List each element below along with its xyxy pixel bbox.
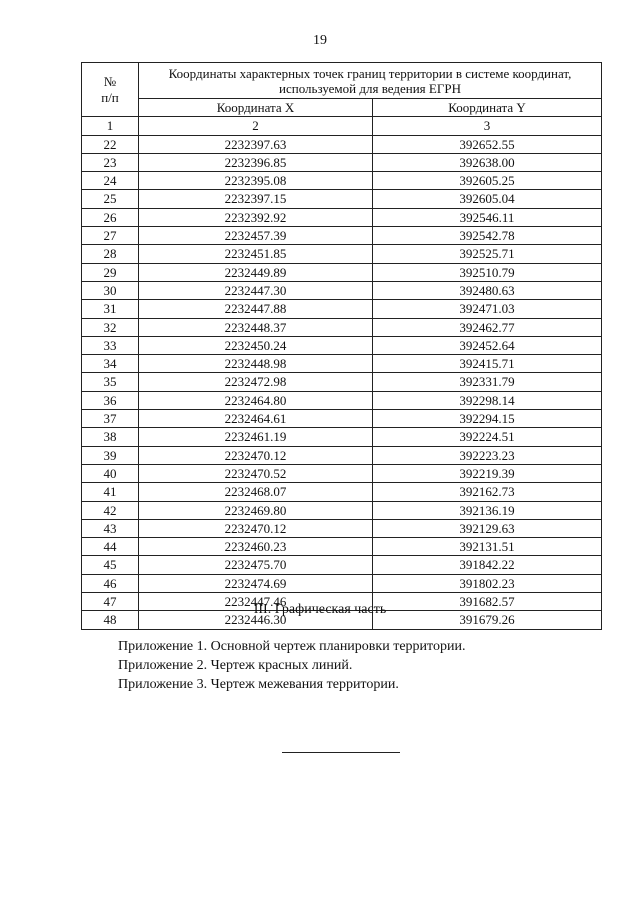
point-number: 27 bbox=[82, 227, 139, 245]
coordinate-y-value: 391802.23 bbox=[373, 574, 602, 592]
coordinate-x-value: 2232474.69 bbox=[139, 574, 373, 592]
table-row bbox=[82, 245, 602, 263]
table-row bbox=[82, 153, 602, 171]
coordinate-x-value: 2232450.24 bbox=[139, 336, 373, 354]
point-number: 23 bbox=[82, 153, 139, 171]
coordinate-y-value: 392223.23 bbox=[373, 446, 602, 464]
coordinate-x-value: 2232397.15 bbox=[139, 190, 373, 208]
coordinate-x-value: 2232464.61 bbox=[139, 410, 373, 428]
point-number: 32 bbox=[82, 318, 139, 336]
point-number: 40 bbox=[82, 464, 139, 482]
point-number: 34 bbox=[82, 355, 139, 373]
coordinate-y-value: 392510.79 bbox=[373, 263, 602, 281]
table-row bbox=[82, 355, 602, 373]
coordinate-y-value: 392462.77 bbox=[373, 318, 602, 336]
table-row bbox=[82, 428, 602, 446]
coordinates-table bbox=[81, 62, 602, 630]
header-coordinate-y: Координата Y bbox=[373, 99, 602, 117]
coordinate-x-value: 2232447.30 bbox=[139, 281, 373, 299]
table-row bbox=[82, 336, 602, 354]
coordinate-x-value: 2232468.07 bbox=[139, 483, 373, 501]
coordinate-y-value: 392638.00 bbox=[373, 153, 602, 171]
point-number: 30 bbox=[82, 281, 139, 299]
table-row bbox=[82, 556, 602, 574]
column-index: 1 bbox=[82, 117, 139, 135]
table-row bbox=[82, 519, 602, 537]
coordinate-y-value: 392294.15 bbox=[373, 410, 602, 428]
coordinate-y-value: 392162.73 bbox=[373, 483, 602, 501]
coordinate-x-value: 2232470.52 bbox=[139, 464, 373, 482]
coordinate-y-value: 392605.04 bbox=[373, 190, 602, 208]
coordinate-x-value: 2232448.37 bbox=[139, 318, 373, 336]
coordinate-y-value: 392219.39 bbox=[373, 464, 602, 482]
coordinate-x-value: 2232395.08 bbox=[139, 172, 373, 190]
table-row bbox=[82, 373, 602, 391]
point-number: 37 bbox=[82, 410, 139, 428]
point-number: 41 bbox=[82, 483, 139, 501]
table-row bbox=[82, 574, 602, 592]
coordinate-y-value: 392542.78 bbox=[373, 227, 602, 245]
coordinate-y-value: 392471.03 bbox=[373, 300, 602, 318]
table-row bbox=[82, 300, 602, 318]
coordinate-x-value: 2232464.80 bbox=[139, 391, 373, 409]
point-number: 28 bbox=[82, 245, 139, 263]
coordinate-y-value: 392546.11 bbox=[373, 208, 602, 226]
column-index: 3 bbox=[373, 117, 602, 135]
coordinate-y-value: 392224.51 bbox=[373, 428, 602, 446]
section-title: III. Графическая часть bbox=[253, 602, 387, 617]
point-number: 42 bbox=[82, 501, 139, 519]
point-number: 33 bbox=[82, 336, 139, 354]
point-number: 48 bbox=[82, 611, 139, 629]
table-row bbox=[82, 281, 602, 299]
point-number: 46 bbox=[82, 574, 139, 592]
coordinate-y-value: 392415.71 bbox=[373, 355, 602, 373]
table-row bbox=[82, 208, 602, 226]
header-row-number: № п/п bbox=[82, 63, 139, 117]
coordinate-y-value: 392525.71 bbox=[373, 245, 602, 263]
coordinate-x-value: 2232470.12 bbox=[139, 519, 373, 537]
coordinate-x-value: 2232460.23 bbox=[139, 538, 373, 556]
coordinate-y-value: 392652.55 bbox=[373, 135, 602, 153]
table-row bbox=[82, 172, 602, 190]
point-number: 22 bbox=[82, 135, 139, 153]
coordinate-x-value: 2232449.89 bbox=[139, 263, 373, 281]
coordinate-y-value: 392480.63 bbox=[373, 281, 602, 299]
table-row bbox=[82, 263, 602, 281]
coordinate-x-value: 2232447.46 bbox=[139, 593, 373, 611]
table-row bbox=[82, 501, 602, 519]
coordinate-x-value: 2232396.85 bbox=[139, 153, 373, 171]
point-number: 39 bbox=[82, 446, 139, 464]
table-row bbox=[82, 391, 602, 409]
coordinate-x-value: 2232446.30 bbox=[139, 611, 373, 629]
table-row bbox=[82, 318, 602, 336]
point-number: 44 bbox=[82, 538, 139, 556]
coordinate-x-value: 2232469.80 bbox=[139, 501, 373, 519]
coordinate-y-value: 392452.64 bbox=[373, 336, 602, 354]
point-number: 31 bbox=[82, 300, 139, 318]
point-number: 29 bbox=[82, 263, 139, 281]
coordinate-x-value: 2232472.98 bbox=[139, 373, 373, 391]
coordinate-y-value: 391682.57 bbox=[373, 593, 602, 611]
coordinate-y-value: 392298.14 bbox=[373, 391, 602, 409]
appendix-item: Приложение 2. Чертеж красных линий. bbox=[118, 658, 353, 673]
column-index-row bbox=[82, 117, 602, 135]
point-number: 24 bbox=[82, 172, 139, 190]
coordinate-y-value: 392331.79 bbox=[373, 373, 602, 391]
coordinate-y-value: 392136.19 bbox=[373, 501, 602, 519]
table-row bbox=[82, 538, 602, 556]
coordinate-y-value: 391679.26 bbox=[373, 611, 602, 629]
header-coordinates-title: Координаты характерных точек границ территории в системе координат, используемой для ведения ЕГРН bbox=[139, 63, 602, 99]
coordinate-x-value: 2232461.19 bbox=[139, 428, 373, 446]
point-number: 35 bbox=[82, 373, 139, 391]
appendix-item: Приложение 1. Основной чертеж планировки территории. bbox=[118, 639, 466, 654]
point-number: 38 bbox=[82, 428, 139, 446]
table-row bbox=[82, 227, 602, 245]
coordinate-x-value: 2232451.85 bbox=[139, 245, 373, 263]
coordinate-x-value: 2232448.98 bbox=[139, 355, 373, 373]
coordinate-y-value: 391842.22 bbox=[373, 556, 602, 574]
point-number: 45 bbox=[82, 556, 139, 574]
table-row bbox=[82, 446, 602, 464]
column-index: 2 bbox=[139, 117, 373, 135]
coordinate-x-value: 2232397.63 bbox=[139, 135, 373, 153]
table-row bbox=[82, 483, 602, 501]
coordinate-x-value: 2232475.70 bbox=[139, 556, 373, 574]
coordinate-y-value: 392131.51 bbox=[373, 538, 602, 556]
header-coordinate-x: Координата X bbox=[139, 99, 373, 117]
point-number: 47 bbox=[82, 593, 139, 611]
coordinate-x-value: 2232392.92 bbox=[139, 208, 373, 226]
signature-line bbox=[282, 752, 400, 753]
page-number: 19 bbox=[313, 33, 327, 48]
coordinate-x-value: 2232457.39 bbox=[139, 227, 373, 245]
table-row bbox=[82, 410, 602, 428]
table-row bbox=[82, 190, 602, 208]
coordinate-x-value: 2232447.88 bbox=[139, 300, 373, 318]
point-number: 36 bbox=[82, 391, 139, 409]
table-row bbox=[82, 464, 602, 482]
coordinate-y-value: 392605.25 bbox=[373, 172, 602, 190]
table-row bbox=[82, 135, 602, 153]
coordinate-x-value: 2232470.12 bbox=[139, 446, 373, 464]
point-number: 26 bbox=[82, 208, 139, 226]
point-number: 43 bbox=[82, 519, 139, 537]
coordinate-y-value: 392129.63 bbox=[373, 519, 602, 537]
appendix-item: Приложение 3. Чертеж межевания территории. bbox=[118, 677, 399, 692]
point-number: 25 bbox=[82, 190, 139, 208]
